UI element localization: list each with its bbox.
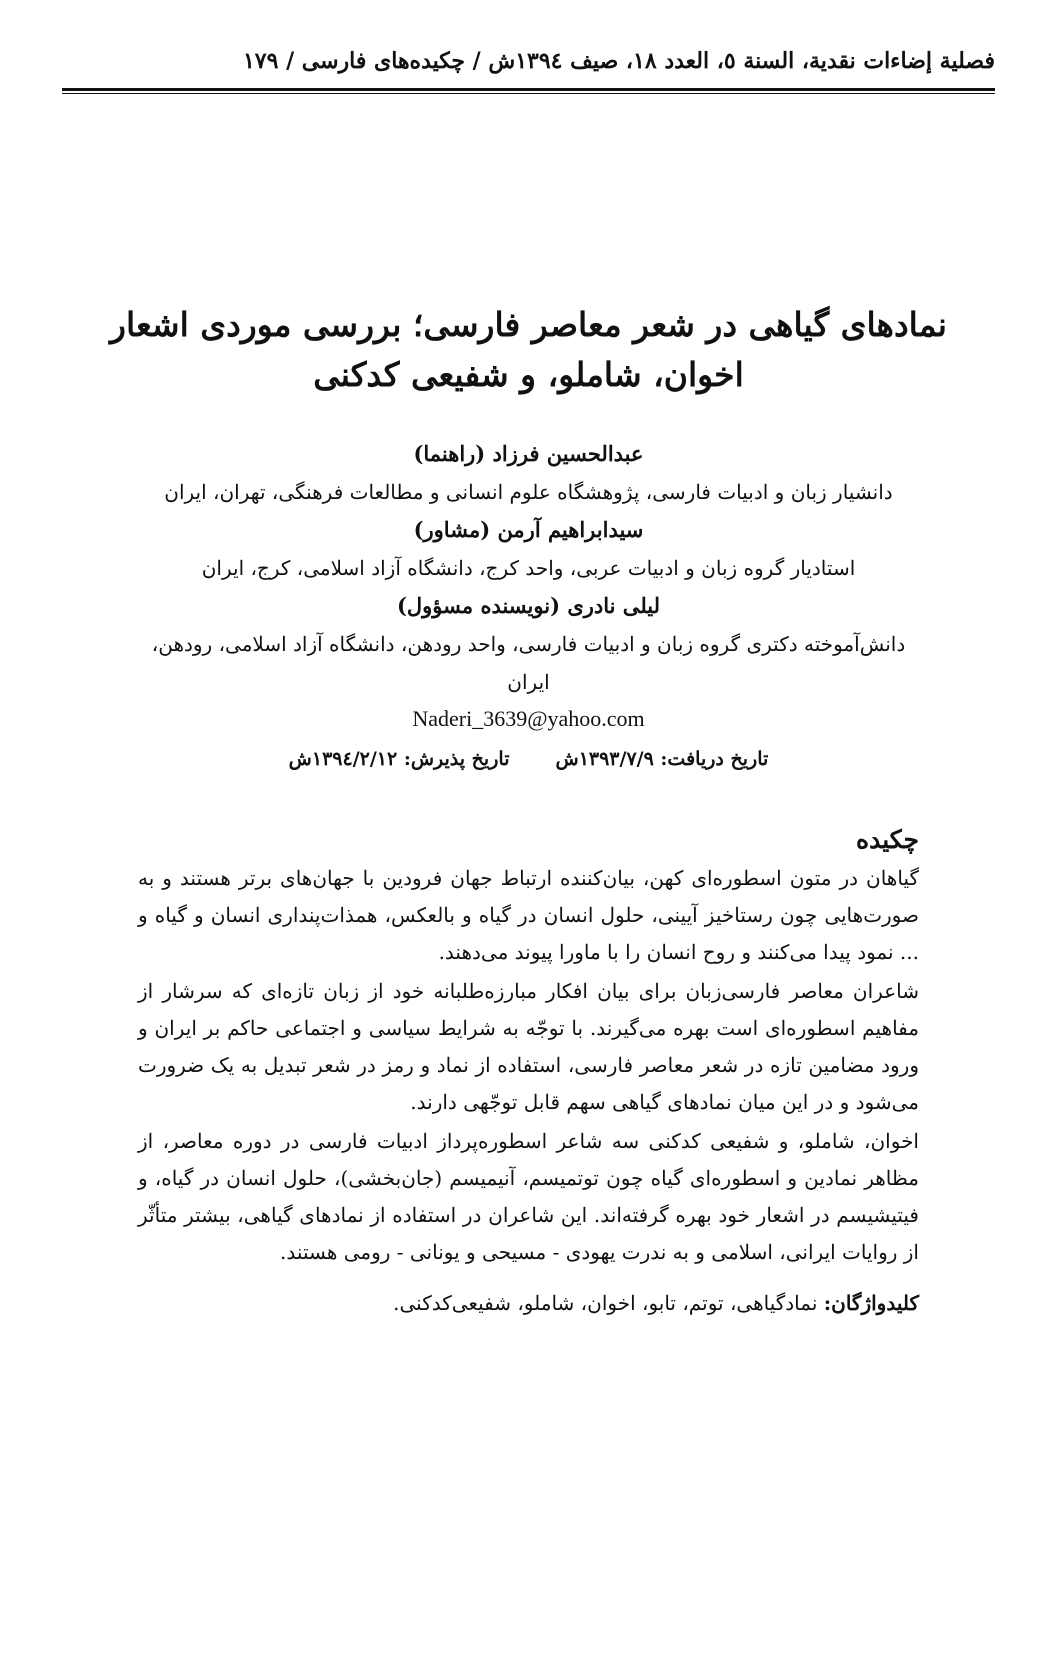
title-line-2: اخوان، شاملو، و شفیعی کدکنی [313,355,744,394]
abstract-section [138,820,919,1321]
author-3-affiliation-line-1: دانش‌آموخته دکتری گروه زبان و ادبیات فارسی، واحد رودهن، دانشگاه آزاد اسلامی، رودهن، [151,632,906,656]
keywords-label: کلیدواژگان: [823,1291,919,1315]
article-title [62,300,995,400]
abstract-heading: چکیده [855,825,919,854]
author-1-name: عبدالحسین فرزاد (راهنما) [413,441,644,466]
author-1-affiliation: دانشیار زبان و ادبیات فارسی، پژوهشگاه علوم انسانی و مطالعات فرهنگی، تهران، ایران [164,480,893,504]
author-3-affiliation-line-2: ایران [507,670,550,694]
keywords-list: نمادگیاهی، توتم، تابو، اخوان، شاملو، شفیعی‌کدکنی. [393,1291,818,1315]
accepted-date: تاریخ پذیرش: ١٣٩٤/٢/١٢ش [288,748,510,770]
author-3-name: لیلی نادری (نویسنده مسؤول) [396,593,661,618]
author-3-email[interactable]: Naderi_3639@yahoo.com [412,706,645,731]
author-block [62,435,995,777]
title-line-1: نمادهای گیاهی در شعر معاصر فارسی؛ بررسی موردی اشعار [110,305,947,344]
author-2-affiliation: استادیار گروه زبان و ادبیات عربی، واحد کرج، دانشگاه آزاد اسلامی، کرج، ایران [201,556,856,580]
keywords [138,1285,919,1321]
abstract-paragraph-3: اخوان، شاملو، و شفیعی کدکنی سه شاعر اسطوره‌پرداز ادبیات فارسی در دوره معاصر، از مظاهر نمادین و اسطوره‌ای گیاه چون توتمیسم، آنیمیسم (جان‌بخشی)، حلول انسان در گیاه، و فیتیشیسم در اشعار خود بهره گرفته‌اند. این شاعران در استفاده از نمادهای گیاهی، بیشتر متأثّر از روایات ایرانی، اسلامی و به ندرت یهودی - مسیحی و یونانی - رومی هستند. [138,1129,919,1264]
received-date: تاریخ دریافت: ١٣٩٣/٧/٩ش [555,748,769,770]
running-header: فصلية إضاءات نقدية، السنة ٥، العدد ١٨، صيف ١٣٩٤ش / چکیده‌های فارسی / ١٧٩ [242,48,995,74]
header-rule [62,88,995,94]
abstract-paragraph-2: شاعران معاصر فارسی‌زبان برای بیان افکار مبارزه‌طلبانه خود از زبان تازه‌ای که سرشار از مفاهیم اسطوره‌ای است بهره می‌گیرند. با توجّه به شرایط سیاسی و اجتماعی حاکم بر ایران و ورود مضامین تازه در شعر معاصر فارسی، استفاده از نماد و رمز در شعر تبدیل به یک ضرورت می‌شود و در این میان نمادهای گیاهی سهم قابل توجّهی دارند. [138,979,919,1114]
submission-dates [62,741,995,777]
author-2-name: سیدابراهیم آرمن (مشاور) [413,517,644,542]
abstract-paragraph-1: گیاهان در متون اسطوره‌ای کهن، بیان‌کننده ارتباط جهان فرودین با جهان‌های برتر هستند و به صورت‌هایی چون رستاخیز آیینی، حلول انسان در گیاه و بالعکس، همذات‌پنداری انسان و گیاه و ... نمود پیدا می‌کنند و روح انسان را با ماورا پیوند می‌دهند. [138,866,919,964]
